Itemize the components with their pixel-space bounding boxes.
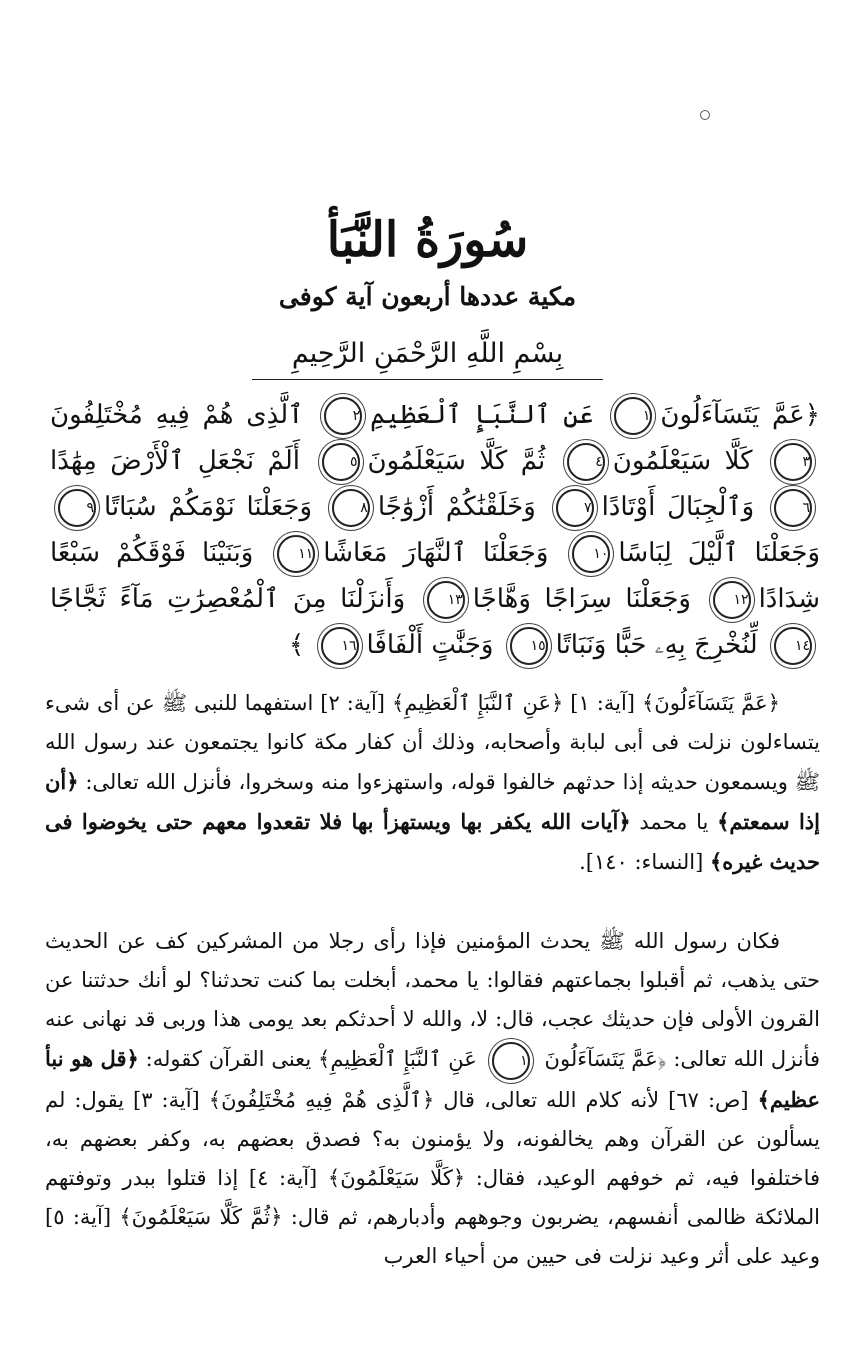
verse-number-marker: ١١: [277, 535, 315, 573]
verse-text: لِّنُخْرِجَ بِهِۦ حَبًّا وَنَبَاتًا: [555, 630, 758, 660]
quoted-verse-bold: ﴿أن إذا سمعتم﴾: [45, 769, 820, 834]
commentary-text: عَنِ ٱلنَّبَإِ ٱلْعَظِيمِ﴾ يعنى القرآن كقوله:: [138, 1047, 484, 1071]
basmala: [0, 333, 855, 380]
verse-text: عَنِ ٱلنَّبَإِ ٱلْعَظِيمِ: [370, 400, 594, 430]
quran-verses: [50, 392, 820, 668]
verse-text: وَجَعَلْنَا ٱلَّيْلَ لِبَاسًا: [618, 538, 821, 568]
quoted-verse-bold: ﴿آيات الله يكفر بها ويستهزأ بها فلا تقعدوا معهم حتى يخوضوا فى حديث غيره﴾: [45, 809, 820, 874]
commentary-text: [النساء: ١٤٠].: [579, 850, 710, 874]
verse-text: وَبَنَيْنَا فَوْقَكُمْ سَبْعًا شِدَادًا: [50, 538, 821, 614]
verse-text: أَلَمْ نَجْعَلِ ٱلْأَرْضَ مِهَٰدًا: [50, 446, 301, 476]
verse-number-marker: ٧: [556, 489, 594, 527]
verse-text: وَجَعَلْنَا سِرَاجًا وَهَّاجًا: [472, 584, 691, 614]
verse-number-marker: ١: [492, 1042, 530, 1080]
verse-text: ٱلَّذِى هُمْ فِيهِ مُخْتَلِفُونَ: [50, 400, 304, 430]
verse-text: وَجَعَلْنَا ٱلنَّهَارَ مَعَاشًا: [323, 538, 549, 568]
verse-number-marker: ٣: [774, 443, 812, 481]
commentary-paragraph: [45, 922, 820, 1276]
quoted-verse-bold: ﴿قل هو نبأ عظيم﴾: [45, 1046, 820, 1112]
verse-text: وَأَنزَلْنَا مِنَ ٱلْمُعْصِرَٰتِ مَآءً ثَجَّاجًا: [50, 584, 406, 614]
basmala-text: بِسْمِ اللَّهِ الرَّحْمَنِ الرَّحِيمِ: [252, 333, 603, 380]
surah-subtitle: مكية عددها أربعون آية كوفى: [278, 282, 577, 311]
verse-end-bracket: ﴾: [289, 630, 305, 660]
verse-number-marker: ٢: [324, 397, 362, 435]
verse-number-marker: ١٥: [510, 627, 548, 665]
commentary-text: ﴿عَمَّ يَتَسَآءَلُونَ﴾ [آية: ١] ﴿عَنِ ٱلنَّبَإِ ٱلْعَظِيمِ﴾ [آية: ٢] استفهما للنبى ﷺ عن أى شىء يتساءلون نزلت فى أبى لبابة وأصحابه، وذلك أن كفار مكة كانوا يجتمعون عند رسول الله ﷺ ويسمعون حديثه إذا حدثهم خالفوا قوله، واستهزءوا منه وسخروا، فأنزل الله تعالى:: [45, 691, 820, 794]
verse-text: وَجَعَلْنَا نَوْمَكُمْ سُبَاتًا: [104, 492, 313, 522]
verse-text: وَخَلَقْنَٰكُمْ أَزْوَٰجًا: [377, 492, 536, 522]
verse-number-marker: ١٦: [321, 627, 359, 665]
verse-number-marker: ٨: [332, 489, 370, 527]
verse-number-marker: ٤: [567, 443, 605, 481]
verse-number-marker: ١٢: [713, 581, 751, 619]
verse-number-marker: ١٣: [427, 581, 465, 619]
verse-text: وَجَنَّٰتٍ أَلْفَافًا: [366, 630, 494, 660]
surah-title: سُورَةُ النَّبَأ: [326, 212, 529, 268]
commentary-text: [ص: ٦٧] لأنه كلام الله تعالى، قال ﴿ٱلَّذِى هُمْ فِيهِ مُخْتَلِفُونَ﴾ [آية: ٣] يقول: لم يسألون عن القرآن وهم يخالفونه، ولا يؤمنون به؟ فصدق بعضهم به، وكفر بعضهم به، فاختلفوا فيه، ثم خوفهم الوعيد، فقال: ﴿كَلَّا سَيَعْلَمُونَ﴾ [آية: ٤] إذا قتلوا ببدر وتوفتهم الملائكة ظالمى أنفسهم، يضربون وجوههم وأدبارهم، ثم قال: ﴿ثُمَّ كَلَّا سَيَعْلَمُونَ﴾ [آية: ٥] وعيد على أثر وعيد نزلت فى حيين من أحياء العرب: [45, 1087, 821, 1268]
commentary-text: يا محمد: [630, 810, 718, 834]
verse-number-marker: ١٤: [774, 627, 812, 665]
verse-text: ﴿عَمَّ يَتَسَآءَلُونَ: [660, 400, 821, 430]
commentary-paragraph: [45, 684, 820, 882]
verse-number-marker: ٩: [58, 489, 96, 527]
verse-text: وَٱلْجِبَالَ أَوْتَادًا: [601, 492, 755, 522]
verse-number-marker: ٥: [322, 443, 360, 481]
verse-text: كَلَّا سَيَعْلَمُونَ: [612, 446, 753, 476]
verse-text: ثُمَّ كَلَّا سَيَعْلَمُونَ: [367, 446, 546, 476]
verse-number-marker: ١: [614, 397, 652, 435]
verse-number-marker: ١٠: [572, 535, 610, 573]
page-mark-circle: [700, 110, 710, 120]
commentary-text: فكان رسول الله ﷺ يحدث المؤمنين فإذا رأى رجلا من المشركين كف عن الحديث حتى يذهب، ثم أقبلوا بجماعتهم فقالوا: يا محمد، أبخلت بما كنت تحدثنا؟ لو أنك حدثتنا عن القرون الأولى فإن حديثك عجب، قال: لا، والله لا أحدثكم بعد يومى هذا وربى قد نهانى عنه فأنزل الله تعالى: ﴿عَمَّ يَتَسَآءَلُونَ: [45, 929, 821, 1071]
verse-number-marker: ٦: [774, 489, 812, 527]
